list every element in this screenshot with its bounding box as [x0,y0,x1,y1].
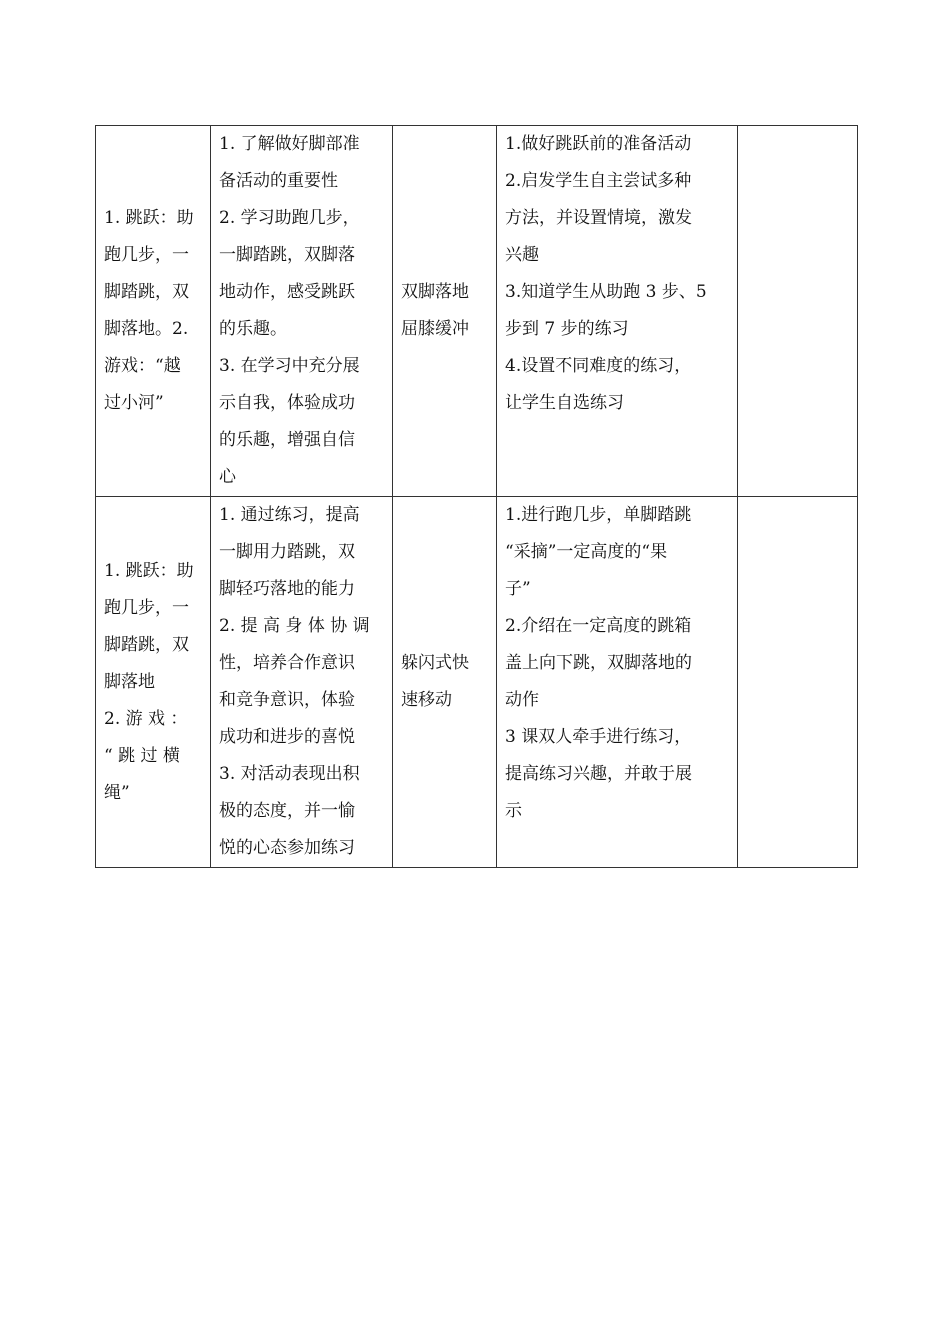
objectives-text: 1. 通过练习，提高 一脚用力踏跳，双 脚轻巧落地的能力 2. 提 高 身 体 协 调 性，培养合作意识 和竞争意识，体验 成功和进步的喜悦 3. 对活动表现出积 极的态度，并一愉 悦的心态参加练习 [219,505,370,858]
notes-cell [738,497,858,868]
key-point-text: 双脚落地 屈膝缓冲 [401,282,469,339]
content-cell [96,497,211,868]
content-text: 1. 跳跃：助 跑几步，一 脚踏跳，双 脚落地 2. 游 戏 ： “ 跳 过 横 绳” [104,560,194,803]
methods-text: 1.进行跑几步，单脚踏跳 “采摘”一定高度的“果 子” 2.介绍在一定高度的跳箱 盖上向下跳，双脚落地的 动作 3 课双人牵手进行练习， 提高练习兴趣，并敢于展 示 [505,505,692,821]
methods-text: 1.做好跳跃前的准备活动 2.启发学生自主尝试多种 方法，并设置情境，激发 兴趣 3.知道学生从助跑 3 步、5 步到 7 步的练习 4.设置不同难度的练习， 让学生自选练习 [505,134,707,413]
table-row [96,126,858,497]
content-text: 1. 跳跃：助 跑几步，一 脚踏跳，双 脚落地。2. 游戏：“越 过小河” [104,208,194,413]
notes-cell [738,126,858,497]
content-cell [96,126,211,497]
methods-cell [497,497,738,868]
methods-cell [497,126,738,497]
key-point-text: 躲闪式快 速移动 [401,653,469,710]
key-point-cell [393,126,497,497]
objectives-text: 1. 了解做好脚部准 备活动的重要性 2. 学习助跑几步， 一脚踏跳，双脚落 地动作，感受跳跃 的乐趣。 3. 在学习中充分展 示自我，体验成功 的乐趣，增强自信 心 [219,134,360,487]
table-row [96,497,858,868]
objectives-cell [211,126,393,497]
key-point-cell [393,497,497,868]
objectives-cell [211,497,393,868]
lesson-plan-table [95,125,858,868]
